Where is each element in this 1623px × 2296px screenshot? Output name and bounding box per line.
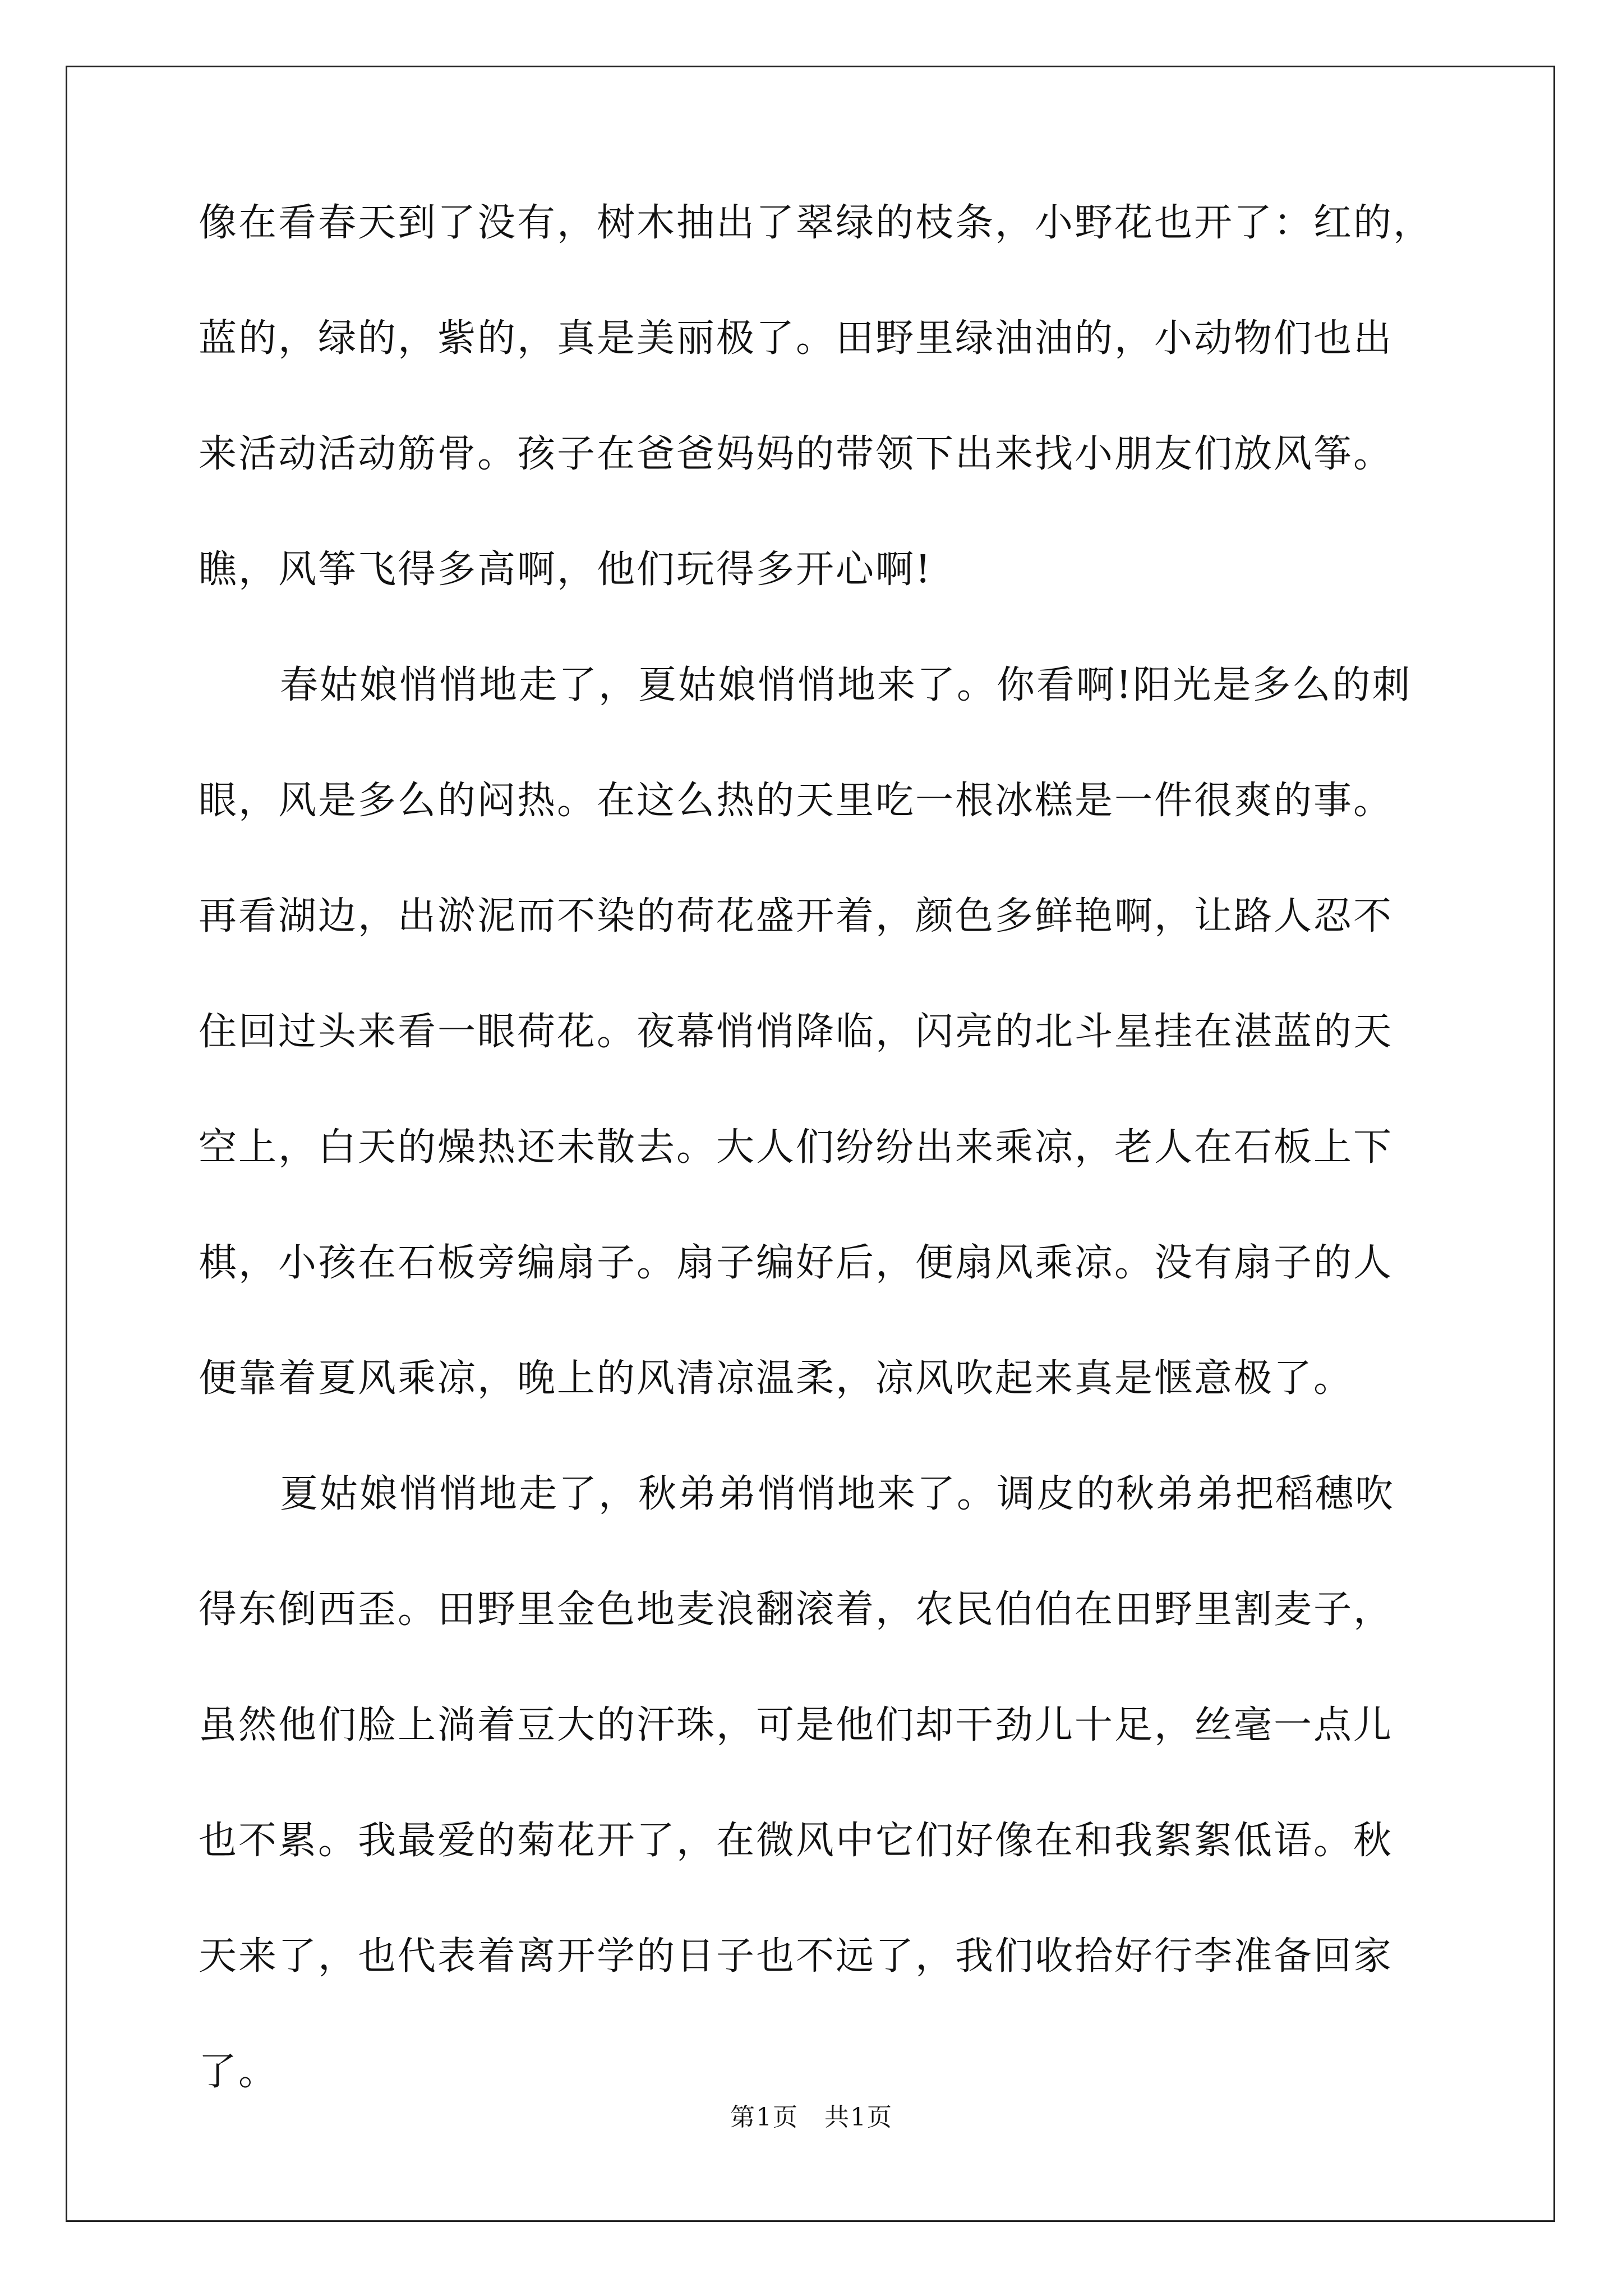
text-line: 便靠着夏风乘凉，晚上的风清凉温柔，凉风吹起来真是惬意极了。 [199,1356,1354,1401]
text-line: 空上，白天的燥热还未散去。大人们纷纷出来乘凉，老人在石板上下 [199,1125,1394,1170]
page-number: 第1页 共1页 [730,2103,893,2132]
text-line: 夏姑娘悄悄地走了，秋弟弟悄悄地来了。调皮的秋弟弟把稻穗吹 [280,1472,1395,1516]
text-line: 蓝的，绿的，紫的，真是美丽极了。田野里绿油油的，小动物们也出 [199,316,1394,361]
text-line: 也不累。我最爱的菊花开了，在微风中它们好像在和我絮絮低语。秋 [199,1819,1394,1863]
text-line: 了。 [199,2050,279,2094]
text-line: 再看湖边，出淤泥而不染的荷花盛开着，颜色多鲜艳啊，让路人忍不 [199,894,1394,938]
text-line: 瞧，风筝飞得多高啊，他们玩得多开心啊! [199,547,933,592]
text-line: 住回过头来看一眼荷花。夜幕悄悄降临，闪亮的北斗星挂在湛蓝的天 [199,1010,1394,1054]
text-line: 像在看春天到了没有，树木抽出了翠绿的枝条，小野花也开了：红的， [199,201,1433,245]
text-line: 眼，风是多么的闷热。在这么热的天里吃一根冰糕是一件很爽的事。 [199,779,1394,823]
text-line: 天来了，也代表着离开学的日子也不远了，我们收拾好行李准备回家 [199,1934,1394,1978]
text-line: 春姑娘悄悄地走了，夏姑娘悄悄地来了。你看啊!阳光是多么的刺 [280,663,1412,707]
text-line: 得东倒西歪。田野里金色地麦浪翻滚着，农民伯伯在田野里割麦子， [199,1588,1394,1632]
text-line: 虽然他们脸上淌着豆大的汗珠，可是他们却干劲儿十足，丝毫一点儿 [199,1703,1394,1747]
text-line: 棋，小孩在石板旁编扇子。扇子编好后，便扇风乘凉。没有扇子的人 [199,1241,1394,1285]
text-line: 来活动活动筋骨。孩子在爸爸妈妈的带领下出来找小朋友们放风筝。 [199,432,1394,476]
